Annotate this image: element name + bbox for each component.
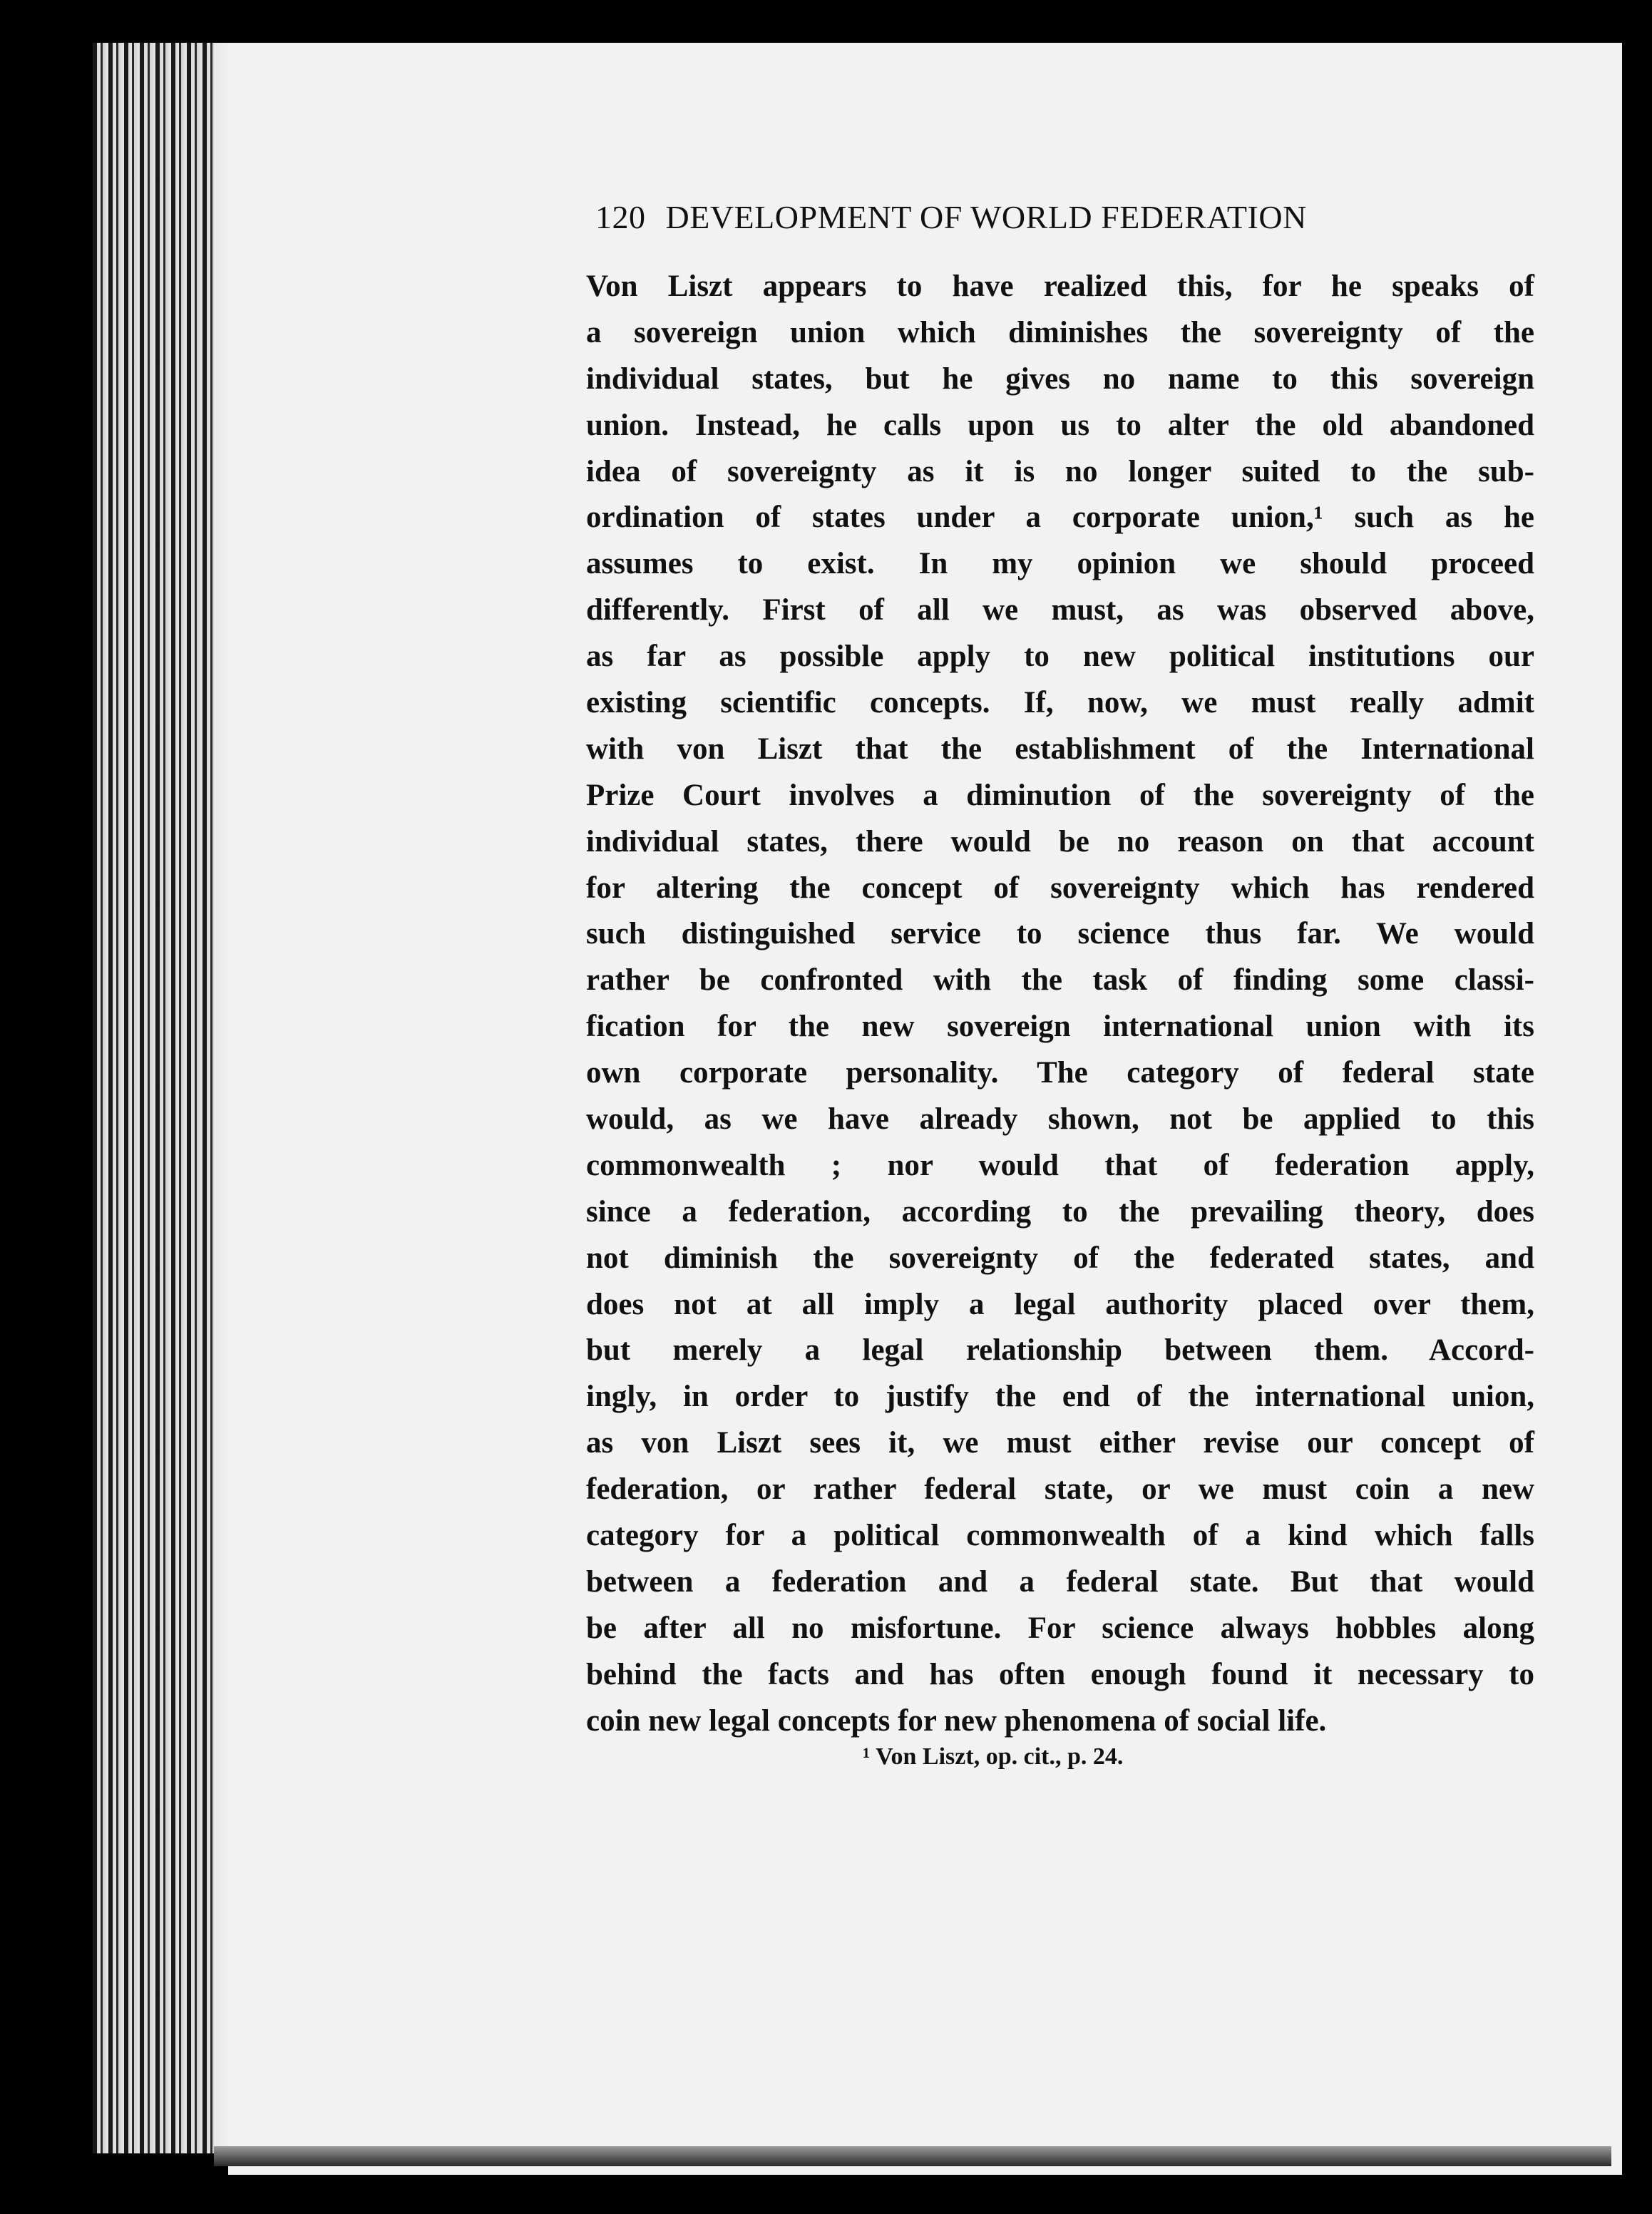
text-line: a sovereign union which diminishes the sovereignty of the (586, 315, 1534, 349)
text-line: would, as we have already shown, not be applied to this (586, 1102, 1534, 1137)
page-number: 120 (595, 199, 646, 235)
text-line: federation, or rather federal state, or we must coin a new (586, 1472, 1534, 1507)
text-line: behind the facts and has often enough found it necessary to (586, 1657, 1534, 1691)
text-line: differently. First of all we must, as was observed above, (586, 593, 1534, 627)
text-line: commonwealth ; nor would that of federation apply, (586, 1148, 1534, 1182)
page-bottom-shadow (214, 2146, 1611, 2166)
text-line: rather be confronted with the task of finding some classi- (586, 963, 1534, 998)
text-line: but merely a legal relationship between them. Accord- (586, 1333, 1534, 1368)
text-line: such distinguished service to science thus far. We would (586, 917, 1534, 951)
text-line: not diminish the sovereignty of the federated states, and (586, 1241, 1534, 1275)
text-line: idea of sovereignty as it is no longer suited to the sub- (586, 454, 1534, 488)
text-line: assumes to exist. In my opinion we should proceed (586, 547, 1534, 581)
text-line: for altering the concept of sovereignty which has rendered (586, 871, 1534, 905)
text-line: between a federation and a federal state. But that would (586, 1564, 1534, 1599)
text-line: fication for the new sovereign international union with its (586, 1010, 1534, 1044)
text-line: existing scientific concepts. If, now, we must really admit (586, 686, 1534, 720)
text-line: as von Liszt sees it, we must either revise our concept of (586, 1426, 1534, 1460)
text-line: Von Liszt appears to have realized this, for he speaks of (586, 270, 1534, 303)
body-paragraph (586, 264, 1534, 1745)
text-line: own corporate personality. The category of federal state (586, 1056, 1534, 1090)
text-line: category for a political commonwealth of a kind which falls (586, 1519, 1534, 1553)
text-line: ingly, in order to justify the end of the international union, (586, 1380, 1534, 1414)
text-line: does not at all imply a legal authority placed over them, (586, 1287, 1534, 1321)
text-line: individual states, there would be no reason on that account (586, 824, 1534, 859)
running-header (595, 198, 1479, 236)
running-title: DEVELOPMENT OF WORLD FEDERATION (665, 199, 1307, 235)
text-line: be after all no misfortune. For science always hobbles along (586, 1611, 1534, 1645)
text-line: with von Liszt that the establishment of the International (586, 732, 1534, 766)
text-line: as far as possible apply to new political institutions our (586, 640, 1534, 674)
text-line: coin new legal concepts for new phenomena of social life. (586, 1703, 1327, 1738)
text-line: since a federation, according to the prevailing theory, does (586, 1194, 1534, 1229)
text-line: Prize Court involves a diminution of the sovereignty of the (586, 778, 1534, 812)
text-line: ordination of states under a corporate union,¹ such as he (586, 501, 1534, 535)
text-line: union. Instead, he calls upon us to alter the old abandoned (586, 408, 1534, 442)
book-page-edges (93, 43, 235, 2153)
text-line: individual states, but he gives no name to this sovereign (586, 362, 1534, 396)
footnote: ¹ Von Liszt, op. cit., p. 24. (863, 1743, 1124, 1770)
